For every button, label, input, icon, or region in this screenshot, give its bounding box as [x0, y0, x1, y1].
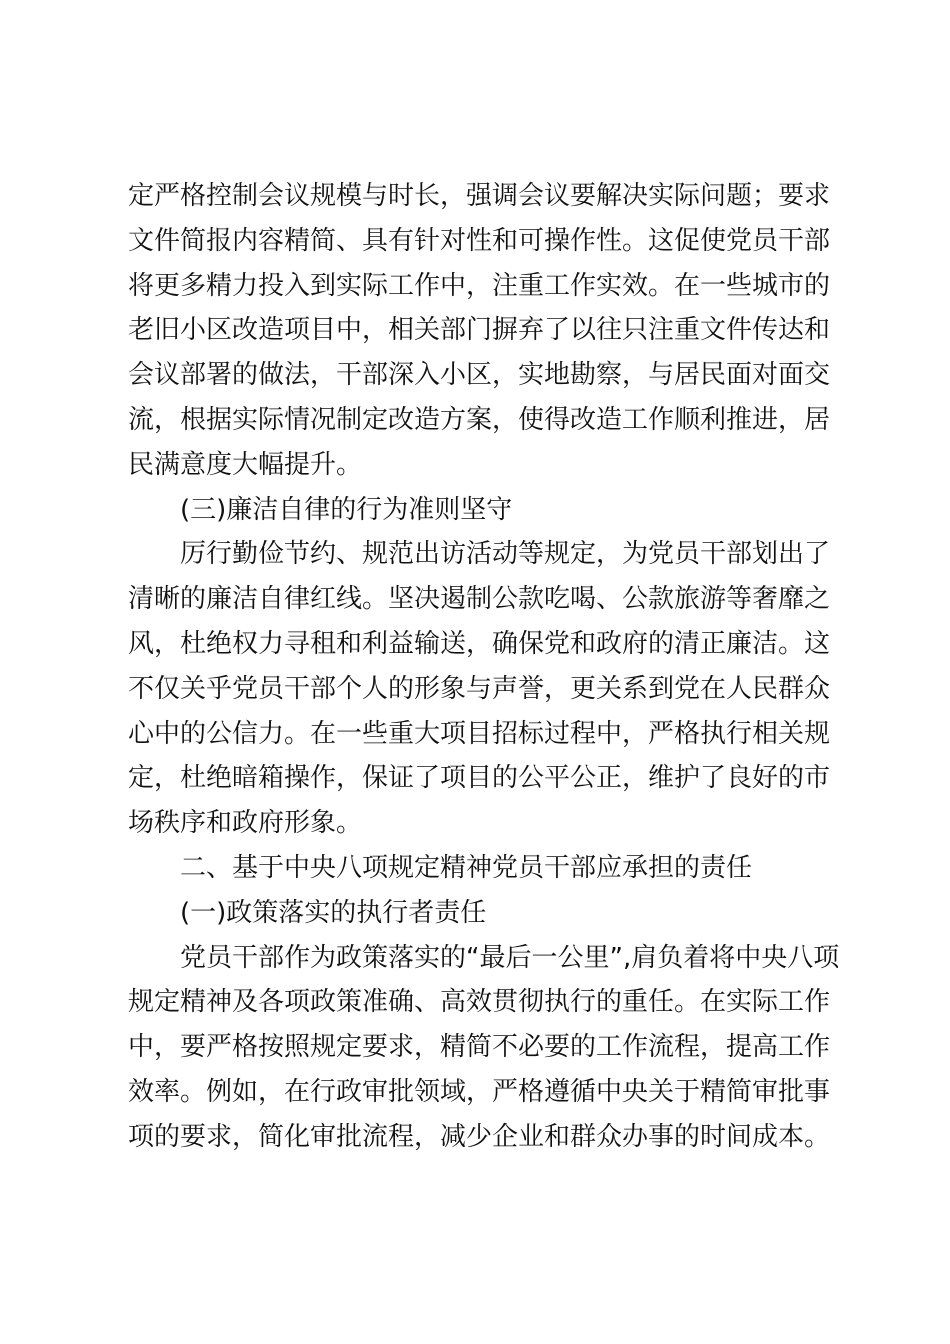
text-line: 将更多精力投入到实际工作中，注重工作实效。在一些城市的 [128, 270, 831, 301]
text-line: 厉行勤俭节约、规范出访活动等规定，为党员干部划出了 [180, 539, 831, 570]
text-line: 规定精神及各项政策准确、高效贯彻执行的重任。在实际工作 [128, 987, 831, 1018]
text-line: 中，要严格按照规定要求，精简不必要的工作流程，提高工作 [128, 1032, 831, 1063]
text-line: 文件简报内容精简、具有针对性和可操作性。这促使党员干部 [128, 225, 831, 256]
text-line: 场秩序和政府形象。 [128, 808, 363, 839]
text-line: 效率。例如，在行政审批领域，严格遵循中央关于精简审批事 [128, 1076, 831, 1107]
paragraph-meeting-reform [128, 174, 831, 488]
section-heading-responsibilities: 二、基于中央八项规定精神党员干部应承担的责任 [180, 852, 753, 883]
document-body [128, 174, 840, 1160]
text-line: 党员干部作为政策落实的“最后一公里”,肩负着将中央八项 [180, 942, 840, 973]
text-line: 心中的公信力。在一些重大项目招标过程中，严格执行相关规 [128, 718, 831, 749]
text-line: 项的要求，简化审批流程，减少企业和群众办事的时间成本。 [128, 1121, 831, 1152]
text-line: 清晰的廉洁自律红线。坚决遏制公款吃喝、公款旅游等奢靡之 [128, 584, 831, 615]
subheading-policy-executor: (一)政策落实的执行者责任 [180, 897, 487, 928]
text-line: 流，根据实际情况制定改造方案，使得改造工作顺利推进，居 [128, 404, 831, 435]
text-line: 定严格控制会议规模与时长，强调会议要解决实际问题；要求 [128, 181, 831, 211]
text-line: 定，杜绝暗箱操作，保证了项目的公平公正，维护了良好的市 [128, 763, 831, 794]
subheading-integrity: (三)廉洁自律的行为准则坚守 [180, 494, 513, 525]
text-line: 不仅关乎党员干部个人的形象与声誉，更关系到党在人民群众 [128, 673, 831, 704]
paragraph-policy-executor [128, 936, 840, 1160]
text-line: 会议部署的做法，干部深入小区，实地勘察，与居民面对面交 [128, 360, 831, 391]
text-line: 风，杜绝权力寻租和利益输送，确保党和政府的清正廉洁。这 [128, 628, 831, 659]
text-line: 老旧小区改造项目中，相关部门摒弃了以往只注重文件传达和 [128, 315, 831, 346]
text-line: 民满意度大幅提升。 [128, 449, 363, 480]
paragraph-integrity [128, 532, 831, 846]
